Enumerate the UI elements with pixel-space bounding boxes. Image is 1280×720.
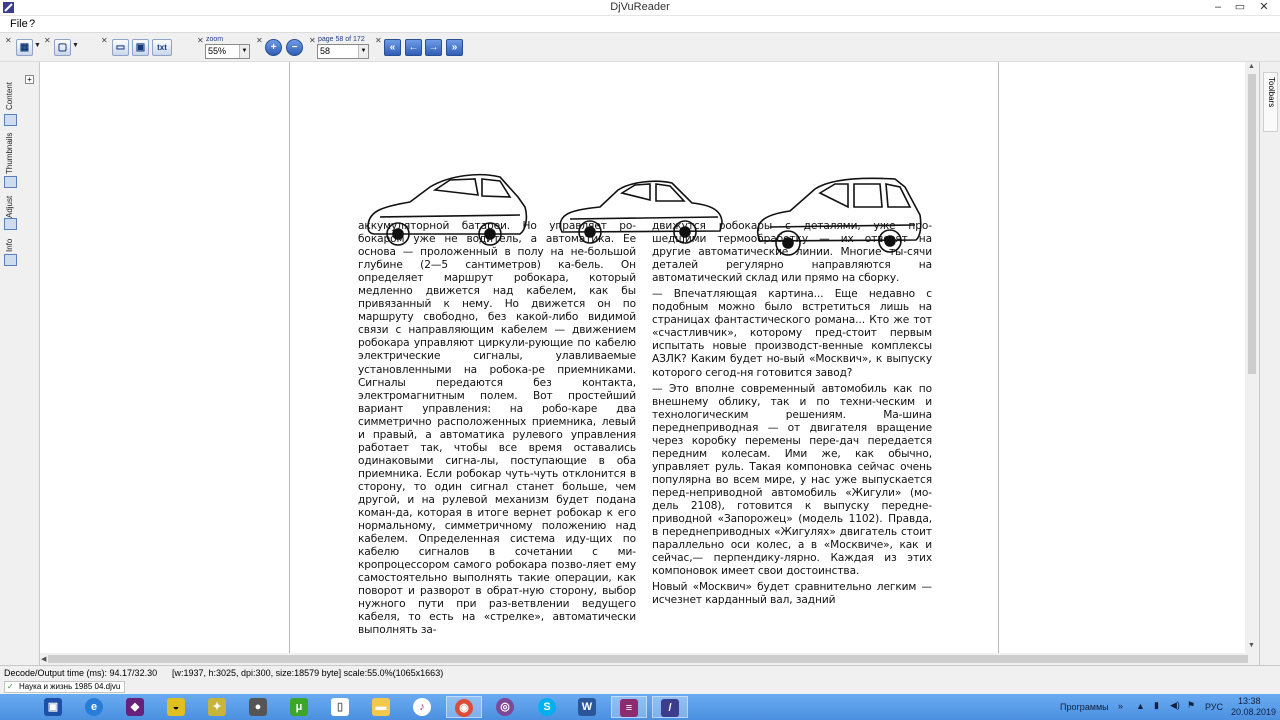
layout-button[interactable]	[16, 39, 33, 56]
bat-icon: ◒	[167, 698, 185, 716]
plus-icon: +	[270, 42, 277, 53]
chevron-down-icon[interactable]: ▼	[72, 42, 79, 49]
volume-icon[interactable]: ◀)	[1170, 700, 1180, 710]
taskbar-folder[interactable]	[364, 696, 400, 718]
taskbar-djvureader[interactable]	[652, 696, 688, 718]
fit-page-icon: ▭	[115, 42, 126, 53]
programs-toolbar[interactable]: Программы	[1060, 702, 1109, 712]
status-bar	[0, 665, 1280, 680]
djvureader-icon: /	[661, 699, 679, 717]
taskbar-internet-explorer[interactable]	[77, 696, 113, 718]
fit-page-button[interactable]	[112, 39, 129, 56]
taskbar-game[interactable]	[241, 696, 277, 718]
winrar-icon: ≡	[620, 699, 638, 717]
taskbar-skype[interactable]	[530, 696, 566, 718]
tab-thumbnails[interactable]: Thumbnails	[5, 132, 14, 174]
content-icon[interactable]	[4, 114, 17, 126]
document-info: [w:1937, h:3025, dpi:300, size:18579 byte] scale:55.0%(1065x1663)	[172, 668, 444, 678]
double-chevron-right-icon: »	[451, 42, 458, 53]
taskbar-utorrent[interactable]	[282, 696, 318, 718]
double-chevron-left-icon: «	[389, 42, 396, 53]
language-indicator[interactable]: РУС	[1205, 702, 1224, 712]
file-name: Наука и жизнь 1985 04.djvu	[19, 682, 121, 691]
tab-content[interactable]: Content	[5, 81, 14, 110]
decode-time: Decode/Output time (ms): 94.17/32.30	[4, 668, 158, 678]
taskbar-file-manager[interactable]	[36, 696, 72, 718]
clock-date[interactable]: 20.08.2019	[1231, 707, 1277, 717]
scroll-down-icon[interactable]: ▼	[1248, 642, 1255, 649]
flag-icon[interactable]: ⚑	[1187, 700, 1196, 710]
page-select[interactable]	[317, 44, 369, 59]
adjust-icon[interactable]	[4, 218, 17, 230]
paragraph: — Впечатляющая картина... Еще недавно с подобным можно было встретиться лишь на страницах фантастического романа... Кто же тот «счастливчик», которому пред-стоит первым испытать новые производст-венные комплексы АЗЛК? Каким будет но-вый «Москвич», к выпуску которого сегод-ня готовится завод?	[652, 288, 932, 379]
horizontal-scrollbar[interactable]	[40, 653, 1259, 665]
ie-icon: e	[85, 698, 103, 716]
music-icon: ♪	[413, 698, 431, 716]
taskbar-blank-doc[interactable]	[323, 696, 359, 718]
taskbar-word[interactable]	[570, 696, 606, 718]
gamepad-icon: ●	[249, 698, 267, 716]
toolbar-grip-icon: ✕	[44, 36, 51, 45]
word-icon: W	[578, 698, 596, 716]
vs-icon: ◆	[126, 698, 144, 716]
scroll-thumb[interactable]	[1248, 74, 1256, 374]
page-icon: ▢	[57, 42, 68, 53]
paragraph: аккумуляторной батареи. Но управляет ро-бокаром уже не водитель, а автоматика. Ее основа — проложенный в полу на не-большой глубине (2—5 сантиметров) ка-бель. Он определяет маршрут робокара, который медленно движется над кабелем, как бы привязанный к нему. Но движется он по маршруту свободно, без какой-либо видимой связи с направляющим кабелем — движением робокара управляют циркули-рующие по кабелю электрические сигналы, улавливаемые установленными на робока-ре приемниками. Сигналы передаются без контакта, электромагнитным полем. Вот простейший вариант управления: на робо-каре два симметрично расположенных приемника, левый и правый, а автоматика рулевого управления работает так, чтобы все время оставались одинаковыми сигна-лы, поступающие в оба приемника. Если робокар чуть-чуть отклонится в сторону, то один сигнал станет больше, чем другой, и на рулевой механизм будет подана коман-да, которая в итоге вернет робокар к его нормальному, симметричному положению над кабелем. Определенная система иду-щих по кабелю сигналов в сочетании с ми-кропроцессором самого робокара позво-ляет ему самостоятельно выполнять такие операции, как поворот и разворот в обрат-ную сторону, выбор нужного пути при раз-ветвлении ведущего кабеля, то есть на «стрелке», автоматически выполнять за-	[358, 220, 636, 637]
taskbar-batman-game[interactable]	[159, 696, 195, 718]
chevron-down-icon[interactable]: ▼	[358, 45, 368, 58]
grid-icon: ▦	[19, 42, 30, 53]
chrome-icon: ◉	[455, 699, 473, 717]
side-tab-strip	[3, 72, 18, 322]
menu-bar	[0, 16, 1280, 32]
chevron-down-icon[interactable]: ▼	[34, 42, 41, 49]
chevron-down-icon[interactable]: ▼	[239, 45, 249, 58]
menu-file[interactable]: File	[10, 18, 28, 30]
taskbar-itunes[interactable]	[405, 696, 441, 718]
zoom-value: 55%	[208, 46, 227, 56]
arrow-right-icon: →	[428, 42, 439, 53]
thumbnails-icon[interactable]	[4, 176, 17, 188]
taskbar-chrome[interactable]	[446, 696, 482, 718]
zoom-out-button[interactable]	[286, 39, 303, 56]
image-view-button[interactable]	[132, 39, 149, 56]
scroll-up-icon[interactable]: ▲	[1248, 63, 1255, 70]
page-view-button[interactable]	[54, 39, 71, 56]
arrow-left-icon: ←	[408, 42, 419, 53]
zoom-select[interactable]	[205, 44, 250, 59]
vertical-scrollbar[interactable]	[1245, 62, 1259, 653]
document-page	[289, 62, 999, 653]
toolbar	[0, 32, 1280, 62]
scroll-left-icon[interactable]: ◀	[41, 656, 47, 663]
tab-toolbars[interactable]: Toolbars	[1263, 72, 1278, 132]
text-view-button[interactable]: txt	[152, 39, 172, 56]
next-page-button[interactable]	[425, 39, 442, 56]
close-button[interactable]: ✕	[1259, 1, 1269, 13]
zoom-in-button[interactable]	[265, 39, 282, 56]
previous-page-button[interactable]	[405, 39, 422, 56]
toolbar-grip-icon: ✕	[256, 36, 263, 45]
toolbar-grip-icon: ✕	[309, 36, 316, 45]
first-page-button[interactable]	[384, 39, 401, 56]
toolbar-grip-icon: ✕	[101, 36, 108, 45]
toolbar-grip-icon: ✕	[375, 36, 382, 45]
side-panel	[0, 62, 40, 665]
paragraph: движутся робокары с деталями, уже про-шедшими термообработку — их отвозят на другие автоматические линии. Многие ты-сячи деталей регулярно направляются на автоматический склад или прямо на сборку.	[652, 220, 932, 285]
folder-icon: ▬	[372, 698, 390, 716]
zoom-label: zoom	[206, 36, 224, 43]
document-icon: ▯	[331, 698, 349, 716]
scroll-thumb[interactable]	[48, 655, 1248, 663]
info-icon[interactable]	[4, 254, 17, 266]
text-column-right	[652, 220, 932, 607]
last-page-button[interactable]	[446, 39, 463, 56]
expand-panel-button[interactable]: +	[25, 75, 34, 84]
taskbar-tor[interactable]	[488, 696, 524, 718]
clock-time[interactable]: 13:38	[1238, 696, 1261, 706]
toolbar-grip-icon: ✕	[5, 36, 12, 45]
paragraph: Новый «Москвич» будет сравнительно легким — исчезнет карданный вал, задний	[652, 581, 932, 607]
tools-icon: ✦	[208, 698, 226, 716]
minimize-button[interactable]: –	[1214, 1, 1222, 13]
taskbar-visual-studio[interactable]	[118, 696, 154, 718]
page-label: page 58 of 172	[318, 36, 365, 43]
minus-icon: −	[291, 42, 298, 53]
title-bar	[0, 0, 1280, 16]
taskbar-totalcmd[interactable]	[200, 696, 236, 718]
window-title: DjVuReader	[610, 1, 670, 13]
file-tab-bar	[0, 680, 1280, 694]
page-value: 58	[320, 46, 331, 56]
tray-overflow-icon[interactable]: »	[1118, 701, 1124, 711]
menu-help[interactable]: ?	[29, 18, 36, 30]
check-icon: ✓	[7, 682, 14, 691]
network-icon[interactable]: ▮	[1154, 700, 1159, 710]
paragraph: — Это вполне современный автомобиль как по внешнему облику, так и по техни-ческим и технологическим решениям. Ма-шина переднеприводная — от двигателя вращение через коробку перемены пере-дач передается передним колесам. Ими же, как обычно, управляет руль. Такая компоновка сейчас очень популярна во всем мире, у нас уже выпускается перед-неприводной автомобиль «Жигули» (мо-дель 2108), готовится к выпуску передне-приводной «Запорожец» (модель 1102). Правда, в переднеприводных «Жигулях» двигатель стоит параллельно оси колес, а в «Москвиче», как и сейчас,— перпендику-лярно. Каждая из этих компоновок имеет свои достоинства.	[652, 382, 932, 578]
tab-info[interactable]: Info	[5, 238, 14, 252]
taskbar-winrar[interactable]	[611, 696, 647, 718]
floppy-icon: ▣	[44, 698, 62, 716]
utorrent-icon: μ	[290, 698, 308, 716]
maximize-button[interactable]: ▭	[1234, 1, 1246, 13]
toolbar-grip-icon: ✕	[197, 36, 204, 45]
tab-adjust[interactable]: Adjust	[5, 195, 14, 218]
taskbar	[0, 694, 1280, 720]
right-panel	[1259, 62, 1280, 665]
open-file-tab[interactable]	[4, 681, 125, 693]
tor-icon: ◎	[496, 698, 514, 716]
tray-up-icon[interactable]: ▲	[1136, 701, 1145, 711]
text-column-left	[358, 220, 636, 638]
skype-icon: S	[538, 698, 556, 716]
image-icon: ▣	[135, 42, 146, 53]
